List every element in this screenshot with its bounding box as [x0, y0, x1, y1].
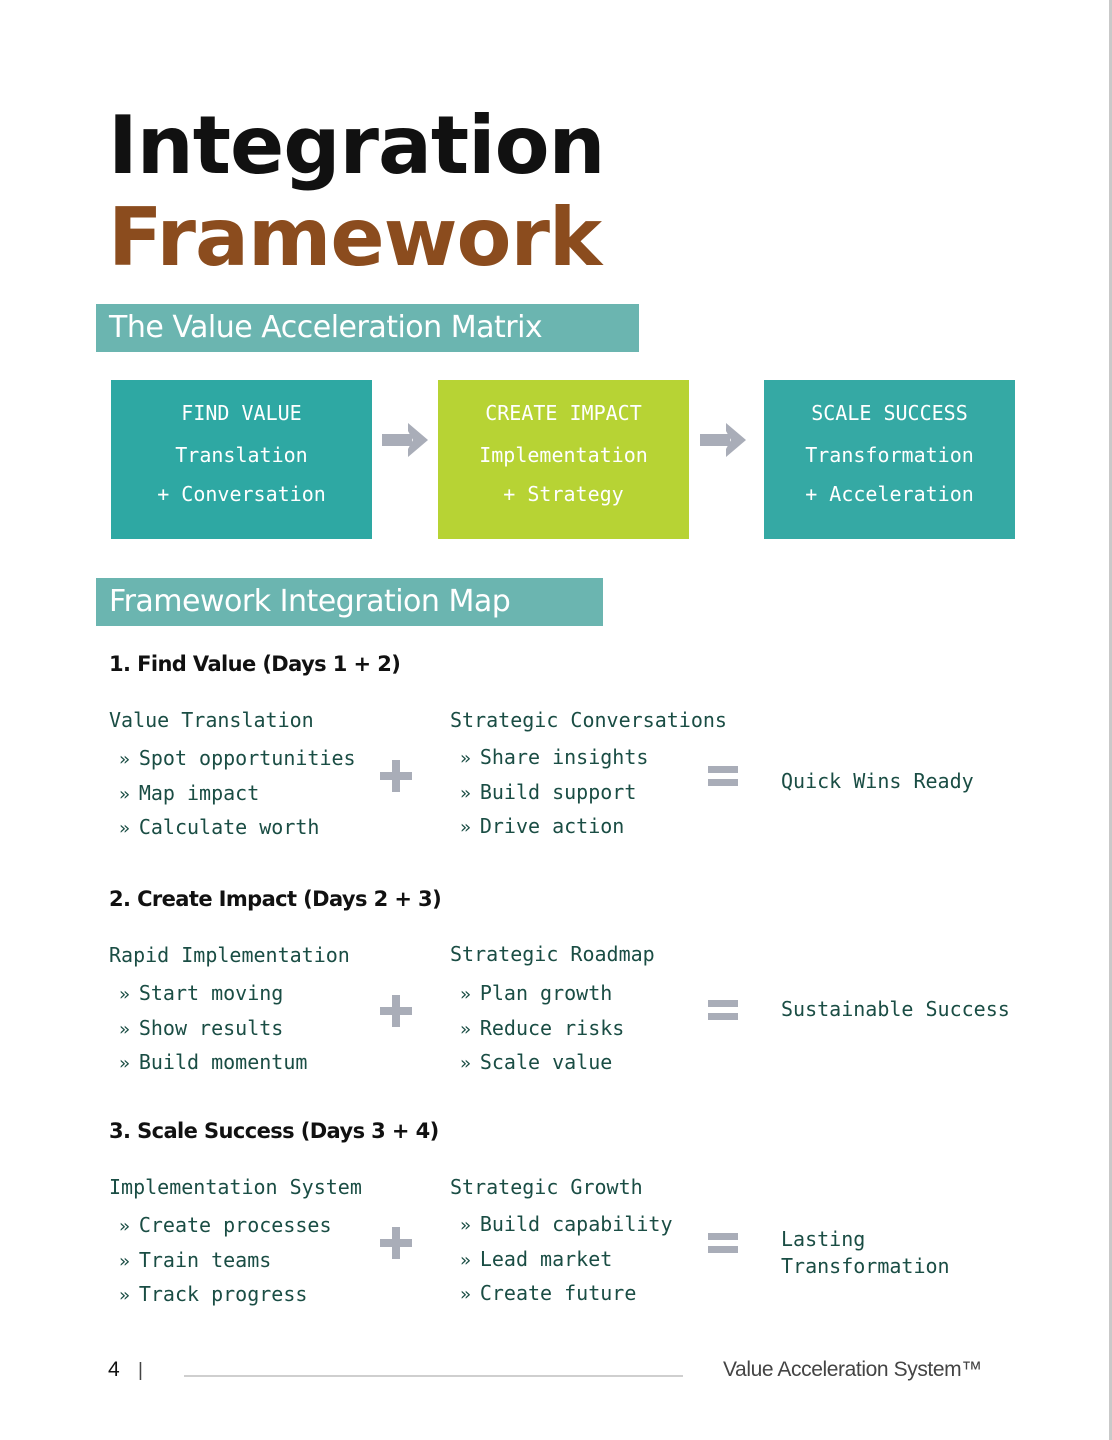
step-1-right-title: Strategic Conversations: [450, 708, 727, 732]
step-2-left-title: Rapid Implementation: [109, 943, 350, 967]
plus-icon: [378, 758, 414, 794]
step-3-result: [781, 1226, 950, 1280]
list-item: » Show results: [119, 1015, 284, 1040]
list-item: » Start moving: [119, 981, 284, 1005]
page-title: [108, 100, 605, 284]
page-number: 4: [108, 1358, 120, 1381]
step-2-right-title: Strategic Roadmap: [450, 942, 655, 966]
step-3-result-line1: Lasting: [781, 1227, 866, 1251]
equals-icon: [708, 1232, 738, 1254]
step-1-right-list: [460, 745, 648, 849]
step-2-heading: 2. Create Impact (Days 2 + 3): [109, 887, 442, 911]
step-3-right-list: [460, 1212, 673, 1316]
list-item: » Lead market: [460, 1246, 613, 1271]
equals-icon: [708, 765, 738, 787]
arrow-right-icon: [698, 421, 748, 459]
matrix-box-line: + Acceleration: [805, 482, 974, 506]
list-item: » Scale value: [460, 1050, 613, 1074]
list-item: » Build support: [460, 779, 637, 804]
list-item: » Map impact: [119, 780, 260, 805]
matrix-box-line: Translation: [175, 443, 308, 467]
matrix-box-title: FIND VALUE: [181, 401, 302, 425]
step-2-result: Sustainable Success: [781, 997, 1010, 1021]
list-item: » Plan growth: [460, 981, 613, 1005]
page-title-line1: Integration: [108, 99, 605, 192]
matrix-box-find-value: [111, 380, 372, 539]
step-3-left-list: [119, 1213, 332, 1317]
list-item: » Build momentum: [119, 1050, 308, 1074]
step-1-heading: 1. Find Value (Days 1 + 2): [109, 652, 401, 676]
matrix-box-line: + Strategy: [503, 482, 624, 506]
list-item: » Train teams: [119, 1247, 272, 1272]
list-item: » Track progress: [119, 1282, 308, 1306]
map-section-heading: Framework Integration Map: [96, 578, 603, 626]
list-item: » Share insights: [460, 745, 649, 769]
step-1-left-title: Value Translation: [109, 708, 314, 732]
list-item: » Build capability: [460, 1212, 673, 1236]
matrix-section-heading: The Value Acceleration Matrix: [96, 304, 639, 352]
step-2-left-list: [119, 981, 307, 1085]
list-item: » Calculate worth: [119, 815, 320, 839]
list-item: » Drive action: [460, 814, 625, 838]
step-3-heading: 3. Scale Success (Days 3 + 4): [109, 1119, 439, 1143]
arrow-right-icon: [380, 421, 430, 459]
list-item: » Reduce risks: [460, 1015, 625, 1040]
footer-divider: [184, 1375, 683, 1377]
matrix-box-line: + Conversation: [157, 482, 326, 506]
matrix-box-title: CREATE IMPACT: [485, 401, 642, 425]
list-item: » Spot opportunities: [119, 746, 356, 770]
step-3-left-title: Implementation System: [109, 1175, 362, 1199]
matrix-box-line: Transformation: [805, 443, 974, 467]
matrix-box-scale-success: [764, 380, 1015, 539]
footer-separator: |: [138, 1360, 143, 1381]
plus-icon: [378, 993, 414, 1029]
step-1-left-list: [119, 746, 356, 850]
list-item: » Create processes: [119, 1213, 332, 1237]
plus-icon: [378, 1225, 414, 1261]
matrix-box-title: SCALE SUCCESS: [811, 401, 968, 425]
matrix-box-line: Implementation: [479, 443, 648, 467]
footer-brand: Value Acceleration System™: [723, 1358, 982, 1381]
page-title-line2: Framework: [108, 191, 602, 284]
step-3-right-title: Strategic Growth: [450, 1175, 643, 1199]
list-item: » Create future: [460, 1281, 637, 1305]
step-3-result-line2: Transformation: [781, 1254, 950, 1278]
step-2-right-list: [460, 981, 624, 1085]
equals-icon: [708, 999, 738, 1021]
step-1-result: Quick Wins Ready: [781, 769, 974, 793]
matrix-box-create-impact: [438, 380, 689, 539]
